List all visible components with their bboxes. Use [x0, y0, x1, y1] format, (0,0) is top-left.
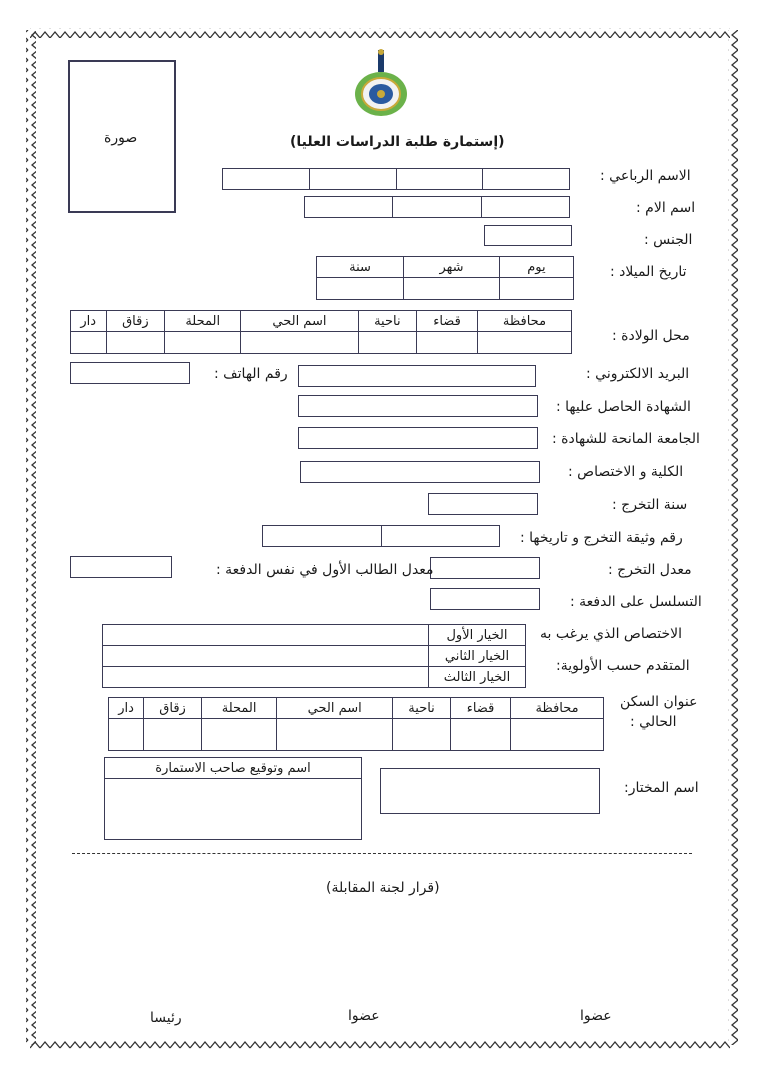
full-name-label: الاسم الرباعي :	[600, 168, 691, 184]
address-col: ناحية	[358, 311, 417, 332]
address-col: قضاء	[450, 698, 510, 719]
residence-label: عنوان السكن	[620, 694, 698, 710]
member-2-label: عضوا	[348, 1008, 380, 1024]
birth-date-col: سنة	[317, 257, 404, 278]
university-logo-icon	[350, 48, 412, 120]
address-col: محافظة	[511, 698, 604, 719]
birth-date-col: يوم	[499, 257, 573, 278]
member-1-label: عضوا	[580, 1008, 612, 1024]
birth-place-label: محل الولادة :	[612, 328, 690, 344]
choice-input[interactable]	[103, 625, 429, 646]
address-col: اسم الحي	[277, 698, 393, 719]
phone-label: رقم الهاتف :	[214, 366, 288, 382]
grad-year-label: سنة التخرج :	[612, 497, 688, 513]
certificate-input[interactable]	[298, 395, 538, 417]
choice-input[interactable]	[103, 667, 429, 688]
mukhtar-input[interactable]	[380, 768, 600, 814]
form-title: (إستمارة طلبة الدراسات العليا)	[290, 134, 505, 150]
address-col: دار	[109, 698, 144, 719]
address-col: محافظة	[477, 311, 571, 332]
college-label: الكلية و الاختصاص :	[568, 464, 684, 480]
residence-label-2: الحالي :	[630, 714, 677, 730]
birth-date-table	[316, 256, 574, 300]
address-col: زقاق	[144, 698, 202, 719]
address-col: دار	[71, 311, 107, 332]
grad-year-input[interactable]	[428, 493, 538, 515]
birth-day-input[interactable]	[499, 278, 573, 300]
email-input[interactable]	[298, 365, 536, 387]
signature-label: اسم وتوقيع صاحب الاستمارة	[105, 758, 362, 779]
birth-place-table	[70, 310, 572, 354]
photo-box	[68, 60, 176, 213]
residence-input[interactable]	[277, 719, 393, 751]
birth-place-input[interactable]	[358, 332, 417, 354]
residence-input[interactable]	[144, 719, 202, 751]
top-gpa-input[interactable]	[70, 556, 172, 578]
birth-place-input[interactable]	[165, 332, 241, 354]
rank-label: التسلسل على الدفعة :	[570, 594, 702, 610]
separator-line	[72, 853, 692, 854]
gender-label: الجنس :	[644, 232, 693, 248]
birth-place-input[interactable]	[477, 332, 571, 354]
choice-label: الخيار الأول	[429, 625, 526, 646]
certificate-label: الشهادة الحاصل عليها :	[556, 399, 691, 415]
birth-place-input[interactable]	[71, 332, 107, 354]
birth-date-label: تاريخ الميلاد :	[610, 264, 687, 280]
phone-input[interactable]	[70, 362, 190, 384]
specialty-label-2: المتقدم حسب الأولوية:	[556, 658, 690, 674]
birth-month-input[interactable]	[404, 278, 500, 300]
choice-label: الخيار الثاني	[429, 646, 526, 667]
gpa-input[interactable]	[430, 557, 540, 579]
address-col: المحلة	[202, 698, 277, 719]
address-col: المحلة	[165, 311, 241, 332]
mother-name-input[interactable]	[304, 196, 570, 218]
birth-place-input[interactable]	[106, 332, 165, 354]
birth-place-input[interactable]	[417, 332, 478, 354]
residence-input[interactable]	[450, 719, 510, 751]
address-col: قضاء	[417, 311, 478, 332]
birth-year-input[interactable]	[317, 278, 404, 300]
college-input[interactable]	[300, 461, 540, 483]
choice-label: الخيار الثالث	[429, 667, 526, 688]
rank-input[interactable]	[430, 588, 540, 610]
choice-input[interactable]	[103, 646, 429, 667]
residence-table	[108, 697, 604, 751]
signature-input[interactable]	[105, 779, 362, 840]
mukhtar-label: اسم المختار:	[624, 780, 699, 796]
mother-name-label: اسم الام :	[636, 200, 696, 216]
committee-decision: (قرار لجنة المقابلة)	[326, 880, 440, 896]
full-name-input[interactable]	[222, 168, 570, 190]
university-label: الجامعة المانحة للشهادة :	[552, 431, 700, 447]
address-col: ناحية	[393, 698, 451, 719]
chair-label: رئيسا	[150, 1010, 182, 1026]
signature-box	[104, 757, 362, 840]
email-label: البريد الالكتروني :	[586, 366, 690, 382]
birth-date-col: شهر	[404, 257, 500, 278]
specialty-label: الاختصاص الذي يرغب به	[540, 626, 682, 642]
residence-input[interactable]	[393, 719, 451, 751]
specialty-choices-table	[102, 624, 526, 688]
top-gpa-label: معدل الطالب الأول في نفس الدفعة :	[216, 562, 434, 578]
gender-input[interactable]	[484, 225, 572, 246]
university-input[interactable]	[298, 427, 538, 449]
residence-input[interactable]	[511, 719, 604, 751]
grad-doc-input[interactable]	[262, 525, 500, 547]
gpa-label: معدل التخرج :	[608, 562, 692, 578]
address-col: زقاق	[106, 311, 165, 332]
photo-label: صورة	[104, 130, 138, 146]
address-col: اسم الحي	[241, 311, 358, 332]
residence-input[interactable]	[109, 719, 144, 751]
birth-place-input[interactable]	[241, 332, 358, 354]
residence-input[interactable]	[202, 719, 277, 751]
grad-doc-label: رقم وثيقة التخرج و تاريخها :	[520, 530, 683, 546]
